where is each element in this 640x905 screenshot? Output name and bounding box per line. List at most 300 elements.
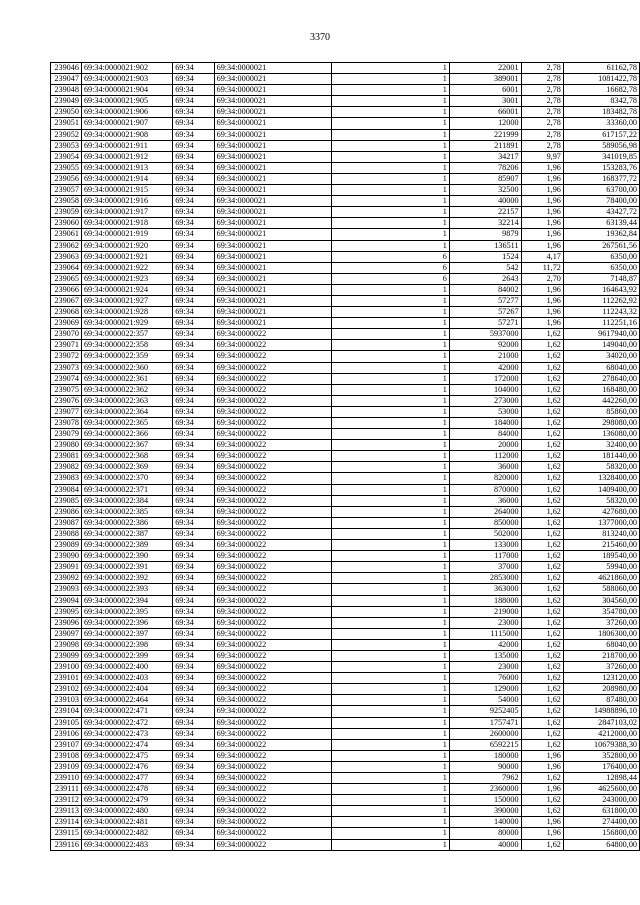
cadastral-value-cell: 243000,00 (563, 795, 639, 806)
cadastral-number-cell: 69:34:0000022:357 (81, 329, 172, 340)
cadastral-number-cell: 69:34:0000021:923 (81, 273, 172, 284)
table-row (51, 373, 640, 384)
table-row (51, 761, 640, 772)
cadastral-value-cell: 4212000,00 (563, 728, 639, 739)
category-cell: 1 (332, 162, 449, 173)
region-code-cell: 69:34 (173, 173, 214, 184)
cadastral-value-cell: 181440,00 (563, 451, 639, 462)
area-cell: 23000 (449, 662, 521, 673)
cadastral-quarter-cell: 69:34:0000022 (214, 484, 332, 495)
cadastral-quarter-cell: 69:34:0000022 (214, 784, 332, 795)
row-number-cell: 239096 (51, 617, 82, 628)
cadastral-value-cell: 61162,78 (563, 63, 639, 74)
area-cell: 1524 (449, 251, 521, 262)
table-row (51, 207, 640, 218)
region-code-cell: 69:34 (173, 207, 214, 218)
cadastral-quarter-cell: 69:34:0000022 (214, 817, 332, 828)
table-row (51, 96, 640, 107)
cadastral-value-cell: 813240,00 (563, 528, 639, 539)
category-cell: 1 (332, 96, 449, 107)
category-cell: 1 (332, 185, 449, 196)
category-cell: 1 (332, 806, 449, 817)
cadastral-quarter-cell: 69:34:0000022 (214, 451, 332, 462)
area-cell: 390000 (449, 806, 521, 817)
rate-cell: 1,96 (521, 295, 563, 306)
cadastral-number-cell: 69:34:0000021:917 (81, 207, 172, 218)
region-code-cell: 69:34 (173, 739, 214, 750)
cadastral-number-cell: 69:34:0000022:364 (81, 406, 172, 417)
cadastral-value-cell: 63700,00 (563, 185, 639, 196)
cadastral-quarter-cell: 69:34:0000021 (214, 162, 332, 173)
cadastral-number-cell: 69:34:0000021:916 (81, 196, 172, 207)
rate-cell: 1,62 (521, 340, 563, 351)
category-cell: 1 (332, 750, 449, 761)
cadastral-quarter-cell: 69:34:0000022 (214, 584, 332, 595)
rate-cell: 1,62 (521, 495, 563, 506)
table-row (51, 584, 640, 595)
cadastral-number-cell: 69:34:0000021:921 (81, 251, 172, 262)
area-cell: 133000 (449, 540, 521, 551)
cadastral-value-cell: 6350,00 (563, 251, 639, 262)
region-code-cell: 69:34 (173, 617, 214, 628)
rate-cell: 1,62 (521, 595, 563, 606)
cadastral-number-cell: 69:34:0000021:905 (81, 96, 172, 107)
row-number-cell: 239054 (51, 151, 82, 162)
rate-cell: 2,70 (521, 273, 563, 284)
cadastral-quarter-cell: 69:34:0000022 (214, 595, 332, 606)
cadastral-value-cell: 156800,00 (563, 828, 639, 839)
rate-cell: 1,62 (521, 650, 563, 661)
row-number-cell: 239114 (51, 817, 82, 828)
cadastral-value-cell: 68040,00 (563, 362, 639, 373)
area-cell: 54000 (449, 695, 521, 706)
cadastral-quarter-cell: 69:34:0000021 (214, 151, 332, 162)
area-cell: 36000 (449, 495, 521, 506)
rate-cell: 1,62 (521, 473, 563, 484)
cadastral-quarter-cell: 69:34:0000022 (214, 362, 332, 373)
rate-cell: 1,62 (521, 573, 563, 584)
category-cell: 1 (332, 462, 449, 473)
region-code-cell: 69:34 (173, 540, 214, 551)
area-cell: 20000 (449, 440, 521, 451)
table-row (51, 318, 640, 329)
table-row (51, 395, 640, 406)
cadastral-quarter-cell: 69:34:0000021 (214, 240, 332, 251)
table-row (51, 817, 640, 828)
cadastral-quarter-cell: 69:34:0000021 (214, 229, 332, 240)
category-cell: 1 (332, 151, 449, 162)
cadastral-quarter-cell: 69:34:0000022 (214, 440, 332, 451)
table-row (51, 307, 640, 318)
cadastral-value-cell: 32400,00 (563, 440, 639, 451)
region-code-cell: 69:34 (173, 817, 214, 828)
region-code-cell: 69:34 (173, 351, 214, 362)
category-cell: 1 (332, 673, 449, 684)
area-cell: 36000 (449, 462, 521, 473)
cadastral-quarter-cell: 69:34:0000022 (214, 573, 332, 584)
cadastral-quarter-cell: 69:34:0000022 (214, 406, 332, 417)
row-number-cell: 239078 (51, 418, 82, 429)
cadastral-number-cell: 69:34:0000022:359 (81, 351, 172, 362)
region-code-cell: 69:34 (173, 373, 214, 384)
cadastral-quarter-cell: 69:34:0000021 (214, 218, 332, 229)
row-number-cell: 239053 (51, 140, 82, 151)
cadastral-value-cell: 19362,84 (563, 229, 639, 240)
cadastral-quarter-cell: 69:34:0000022 (214, 429, 332, 440)
category-cell: 1 (332, 695, 449, 706)
area-cell: 21000 (449, 351, 521, 362)
cadastral-number-cell: 69:34:0000022:368 (81, 451, 172, 462)
cadastral-quarter-cell: 69:34:0000022 (214, 650, 332, 661)
category-cell: 1 (332, 129, 449, 140)
category-cell: 1 (332, 684, 449, 695)
category-cell: 1 (332, 773, 449, 784)
cadastral-value-cell: 183482,78 (563, 107, 639, 118)
region-code-cell: 69:34 (173, 473, 214, 484)
area-cell: 2853000 (449, 573, 521, 584)
area-cell: 42000 (449, 362, 521, 373)
region-code-cell: 69:34 (173, 429, 214, 440)
area-cell: 136511 (449, 240, 521, 251)
region-code-cell: 69:34 (173, 650, 214, 661)
region-code-cell: 69:34 (173, 517, 214, 528)
area-cell: 150000 (449, 795, 521, 806)
row-number-cell: 239111 (51, 784, 82, 795)
category-cell: 6 (332, 251, 449, 262)
row-number-cell: 239074 (51, 373, 82, 384)
rate-cell: 1,62 (521, 773, 563, 784)
category-cell: 1 (332, 551, 449, 562)
area-cell: 502000 (449, 528, 521, 539)
table-row (51, 196, 640, 207)
cadastral-quarter-cell: 69:34:0000022 (214, 684, 332, 695)
row-number-cell: 239113 (51, 806, 82, 817)
region-code-cell: 69:34 (173, 528, 214, 539)
rate-cell: 1,62 (521, 395, 563, 406)
category-cell: 1 (332, 573, 449, 584)
table-row (51, 684, 640, 695)
area-cell: 172000 (449, 373, 521, 384)
row-number-cell: 239086 (51, 506, 82, 517)
region-code-cell: 69:34 (173, 628, 214, 639)
region-code-cell: 69:34 (173, 462, 214, 473)
table-row (51, 440, 640, 451)
region-code-cell: 69:34 (173, 229, 214, 240)
rate-cell: 1,62 (521, 728, 563, 739)
cadastral-quarter-cell: 69:34:0000022 (214, 506, 332, 517)
cadastral-number-cell: 69:34:0000022:400 (81, 662, 172, 673)
row-number-cell: 239061 (51, 229, 82, 240)
category-cell: 6 (332, 262, 449, 273)
rate-cell: 1,62 (521, 384, 563, 395)
category-cell: 1 (332, 218, 449, 229)
cadastral-number-cell: 69:34:0000022:474 (81, 739, 172, 750)
table-row (51, 617, 640, 628)
cadastral-number-cell: 69:34:0000021:920 (81, 240, 172, 251)
region-code-cell: 69:34 (173, 340, 214, 351)
category-cell: 1 (332, 295, 449, 306)
region-code-cell: 69:34 (173, 706, 214, 717)
cadastral-number-cell: 69:34:0000021:908 (81, 129, 172, 140)
cadastral-value-cell: 153283,76 (563, 162, 639, 173)
cadastral-value-cell: 589056,98 (563, 140, 639, 151)
row-number-cell: 239067 (51, 295, 82, 306)
category-cell: 1 (332, 351, 449, 362)
rate-cell: 1,96 (521, 207, 563, 218)
category-cell: 1 (332, 440, 449, 451)
region-code-cell: 69:34 (173, 129, 214, 140)
row-number-cell: 239087 (51, 517, 82, 528)
area-cell: 37000 (449, 562, 521, 573)
row-number-cell: 239071 (51, 340, 82, 351)
rate-cell: 1,96 (521, 284, 563, 295)
category-cell: 1 (332, 828, 449, 839)
cadastral-number-cell: 69:34:0000022:366 (81, 429, 172, 440)
cadastral-quarter-cell: 69:34:0000021 (214, 207, 332, 218)
category-cell: 1 (332, 617, 449, 628)
cadastral-number-cell: 69:34:0000021:919 (81, 229, 172, 240)
table-row (51, 495, 640, 506)
area-cell: 66001 (449, 107, 521, 118)
rate-cell: 1,96 (521, 229, 563, 240)
cadastral-number-cell: 69:34:0000021:902 (81, 63, 172, 74)
category-cell: 1 (332, 528, 449, 539)
area-cell: 6592215 (449, 739, 521, 750)
cadastral-number-cell: 69:34:0000022:476 (81, 761, 172, 772)
rate-cell: 1,96 (521, 750, 563, 761)
region-code-cell: 69:34 (173, 795, 214, 806)
row-number-cell: 239092 (51, 573, 82, 584)
cadastral-value-cell: 87480,00 (563, 695, 639, 706)
cadastral-number-cell: 69:34:0000022:471 (81, 706, 172, 717)
table-row (51, 739, 640, 750)
row-number-cell: 239094 (51, 595, 82, 606)
cadastral-number-cell: 69:34:0000022:363 (81, 395, 172, 406)
table-row (51, 229, 640, 240)
rate-cell: 1,62 (521, 673, 563, 684)
cadastral-value-cell: 304560,00 (563, 595, 639, 606)
cadastral-value-cell: 37260,00 (563, 617, 639, 628)
region-code-cell: 69:34 (173, 284, 214, 295)
cadastral-value-cell: 8342,78 (563, 96, 639, 107)
row-number-cell: 239099 (51, 650, 82, 661)
category-cell: 1 (332, 650, 449, 661)
category-cell: 1 (332, 784, 449, 795)
area-cell: 53000 (449, 406, 521, 417)
cadastral-value-cell: 274400,00 (563, 817, 639, 828)
rate-cell: 1,62 (521, 717, 563, 728)
cadastral-value-cell: 4621860,00 (563, 573, 639, 584)
cadastral-value-cell: 1409400,00 (563, 484, 639, 495)
rate-cell: 2,78 (521, 74, 563, 85)
rate-cell: 11,72 (521, 262, 563, 273)
region-code-cell: 69:34 (173, 506, 214, 517)
cadastral-value-cell: 164643,92 (563, 284, 639, 295)
rate-cell: 1,62 (521, 806, 563, 817)
cadastral-value-cell: 617157,22 (563, 129, 639, 140)
area-cell: 32214 (449, 218, 521, 229)
area-cell: 57267 (449, 307, 521, 318)
rate-cell: 1,62 (521, 584, 563, 595)
cadastral-value-cell: 10679388,30 (563, 739, 639, 750)
region-code-cell: 69:34 (173, 63, 214, 74)
table-row (51, 639, 640, 650)
area-cell: 1115000 (449, 628, 521, 639)
row-number-cell: 239079 (51, 429, 82, 440)
category-cell: 1 (332, 118, 449, 129)
category-cell: 1 (332, 196, 449, 207)
cadastral-number-cell: 69:34:0000021:911 (81, 140, 172, 151)
region-code-cell: 69:34 (173, 185, 214, 196)
category-cell: 1 (332, 340, 449, 351)
row-number-cell: 239088 (51, 528, 82, 539)
rate-cell: 1,62 (521, 617, 563, 628)
rate-cell: 1,62 (521, 418, 563, 429)
row-number-cell: 239049 (51, 96, 82, 107)
table-row (51, 551, 640, 562)
rate-cell: 1,62 (521, 739, 563, 750)
rate-cell: 1,96 (521, 784, 563, 795)
category-cell: 1 (332, 484, 449, 495)
table-row (51, 85, 640, 96)
cadastral-value-cell: 341019,85 (563, 151, 639, 162)
cadastral-quarter-cell: 69:34:0000021 (214, 318, 332, 329)
cadastral-value-cell: 1328400,00 (563, 473, 639, 484)
table-row (51, 506, 640, 517)
cadastral-number-cell: 69:34:0000021:924 (81, 284, 172, 295)
cadastral-number-cell: 69:34:0000022:481 (81, 817, 172, 828)
category-cell: 1 (332, 761, 449, 772)
cadastral-number-cell: 69:34:0000022:395 (81, 606, 172, 617)
rate-cell: 1,62 (521, 528, 563, 539)
category-cell: 1 (332, 107, 449, 118)
row-number-cell: 239085 (51, 495, 82, 506)
cadastral-quarter-cell: 69:34:0000022 (214, 839, 332, 850)
category-cell: 1 (332, 495, 449, 506)
region-code-cell: 69:34 (173, 728, 214, 739)
area-cell: 389001 (449, 74, 521, 85)
table-row (51, 218, 640, 229)
table-row (51, 329, 640, 340)
cadastral-quarter-cell: 69:34:0000022 (214, 773, 332, 784)
region-code-cell: 69:34 (173, 395, 214, 406)
area-cell: 1757471 (449, 717, 521, 728)
row-number-cell: 239091 (51, 562, 82, 573)
row-number-cell: 239104 (51, 706, 82, 717)
cadastral-number-cell: 69:34:0000021:929 (81, 318, 172, 329)
cadastral-value-cell: 631800,00 (563, 806, 639, 817)
cadastral-number-cell: 69:34:0000022:391 (81, 562, 172, 573)
cadastral-quarter-cell: 69:34:0000022 (214, 373, 332, 384)
area-cell: 84002 (449, 284, 521, 295)
cadastral-value-cell: 58320,00 (563, 462, 639, 473)
cadastral-number-cell: 69:34:0000021:913 (81, 162, 172, 173)
row-number-cell: 239070 (51, 329, 82, 340)
cadastral-number-cell: 69:34:0000022:464 (81, 695, 172, 706)
category-cell: 1 (332, 839, 449, 850)
table-row (51, 695, 640, 706)
table-row (51, 662, 640, 673)
category-cell: 1 (332, 540, 449, 551)
table-row (51, 839, 640, 850)
cadastral-number-cell: 69:34:0000022:367 (81, 440, 172, 451)
table-row (51, 362, 640, 373)
rate-cell: 1,96 (521, 761, 563, 772)
cadastral-number-cell: 69:34:0000022:480 (81, 806, 172, 817)
area-cell: 42000 (449, 639, 521, 650)
region-code-cell: 69:34 (173, 673, 214, 684)
row-number-cell: 239073 (51, 362, 82, 373)
cadastral-value-cell: 16682,78 (563, 85, 639, 96)
area-cell: 9879 (449, 229, 521, 240)
category-cell: 1 (332, 584, 449, 595)
cadastral-quarter-cell: 69:34:0000022 (214, 540, 332, 551)
rate-cell: 1,62 (521, 462, 563, 473)
area-cell: 40000 (449, 839, 521, 850)
row-number-cell: 239101 (51, 673, 82, 684)
region-code-cell: 69:34 (173, 118, 214, 129)
rate-cell: 1,62 (521, 484, 563, 495)
row-number-cell: 239055 (51, 162, 82, 173)
region-code-cell: 69:34 (173, 773, 214, 784)
cadastral-value-cell: 63139,44 (563, 218, 639, 229)
rate-cell: 1,62 (521, 506, 563, 517)
cadastral-value-cell: 6350,00 (563, 262, 639, 273)
cadastral-quarter-cell: 69:34:0000021 (214, 251, 332, 262)
area-cell: 23000 (449, 617, 521, 628)
region-code-cell: 69:34 (173, 551, 214, 562)
rate-cell: 1,62 (521, 540, 563, 551)
row-number-cell: 239112 (51, 795, 82, 806)
cadastral-number-cell: 69:34:0000022:390 (81, 551, 172, 562)
table-row (51, 151, 640, 162)
cadastral-number-cell: 69:34:0000022:393 (81, 584, 172, 595)
row-number-cell: 239052 (51, 129, 82, 140)
area-cell: 6001 (449, 85, 521, 96)
area-cell: 5937000 (449, 329, 521, 340)
region-code-cell: 69:34 (173, 218, 214, 229)
table-row (51, 451, 640, 462)
region-code-cell: 69:34 (173, 451, 214, 462)
row-number-cell: 239048 (51, 85, 82, 96)
region-code-cell: 69:34 (173, 695, 214, 706)
row-number-cell: 239081 (51, 451, 82, 462)
category-cell: 1 (332, 395, 449, 406)
rate-cell: 1,62 (521, 662, 563, 673)
cadastral-quarter-cell: 69:34:0000022 (214, 551, 332, 562)
row-number-cell: 239083 (51, 473, 82, 484)
rate-cell: 1,96 (521, 307, 563, 318)
region-code-cell: 69:34 (173, 196, 214, 207)
cadastral-quarter-cell: 69:34:0000022 (214, 828, 332, 839)
row-number-cell: 239084 (51, 484, 82, 495)
cadastral-value-cell: 1377000,00 (563, 517, 639, 528)
cadastral-quarter-cell: 69:34:0000021 (214, 173, 332, 184)
cadastral-number-cell: 69:34:0000022:386 (81, 517, 172, 528)
cadastral-value-cell: 12898,44 (563, 773, 639, 784)
rate-cell: 1,62 (521, 795, 563, 806)
row-number-cell: 239069 (51, 318, 82, 329)
cadastral-value-cell: 123120,00 (563, 673, 639, 684)
cadastral-quarter-cell: 69:34:0000021 (214, 284, 332, 295)
rate-cell: 1,96 (521, 318, 563, 329)
row-number-cell: 239072 (51, 351, 82, 362)
category-cell: 1 (332, 739, 449, 750)
region-code-cell: 69:34 (173, 107, 214, 118)
cadastral-value-cell: 298080,00 (563, 418, 639, 429)
cadastral-number-cell: 69:34:0000021:906 (81, 107, 172, 118)
rate-cell: 2,78 (521, 129, 563, 140)
